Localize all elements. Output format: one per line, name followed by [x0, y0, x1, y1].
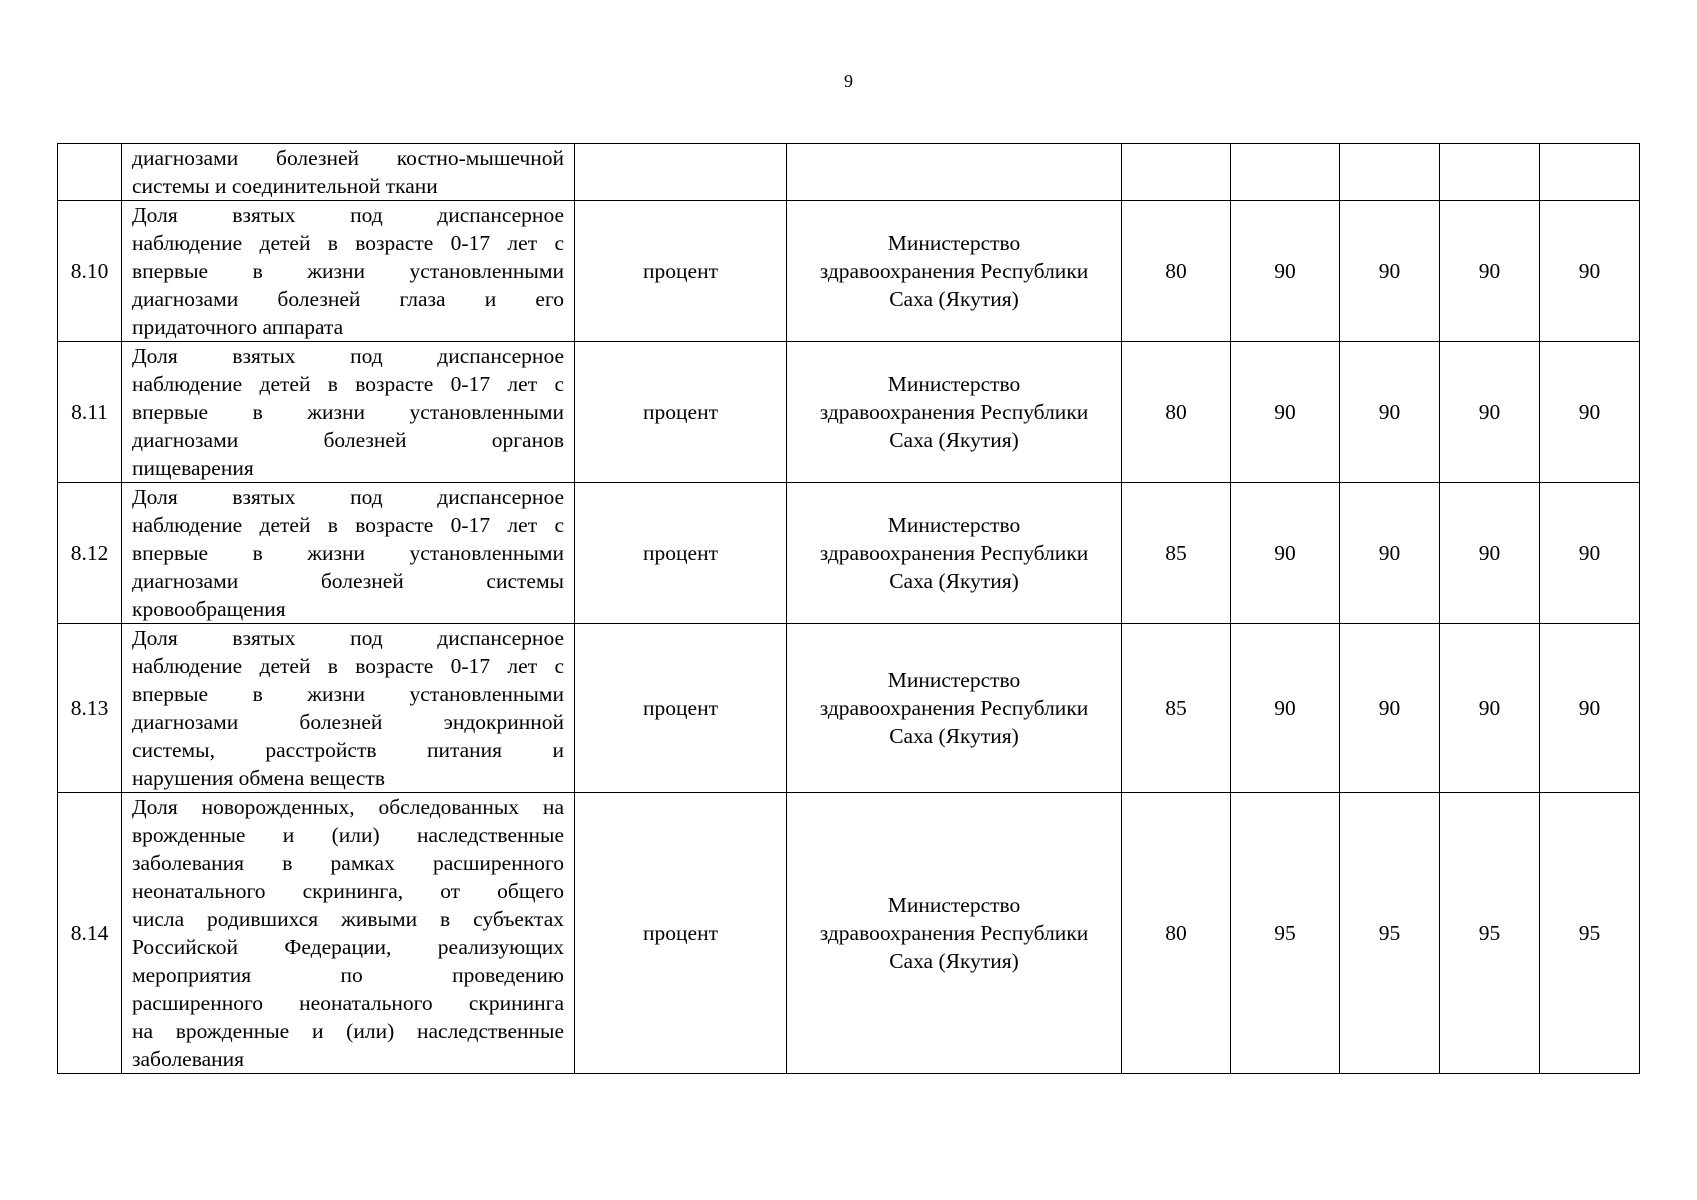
- value-cell: 90: [1340, 342, 1440, 483]
- description-line: числа родившихся живыми в субъектах: [132, 907, 564, 931]
- description-line: Доля взятых под диспансерное: [132, 344, 564, 368]
- responsible-organization-cell: [787, 793, 1122, 1074]
- row-number-cell: 8.13: [58, 624, 122, 793]
- value-cell: 85: [1122, 483, 1231, 624]
- value-cell: 90: [1540, 342, 1640, 483]
- value-cell: 90: [1231, 483, 1340, 624]
- description-line: наблюдение детей в возрасте 0-17 лет с: [132, 231, 564, 255]
- value-cell: [1440, 144, 1540, 201]
- organization-line: Министерство: [887, 231, 1021, 255]
- description-line: врожденные и (или) наследственные: [132, 823, 564, 847]
- responsible-organization-cell: [787, 624, 1122, 793]
- value-cell: 90: [1231, 342, 1340, 483]
- value-cell: 80: [1122, 201, 1231, 342]
- unit-cell: процент: [575, 483, 787, 624]
- value-cell: 80: [1122, 342, 1231, 483]
- organization-line: здравоохранения Республики: [819, 921, 1089, 945]
- value-cell: 95: [1231, 793, 1340, 1074]
- description-line: впервые в жизни установленными: [132, 541, 564, 565]
- table-body: [58, 144, 1640, 1074]
- description-line: заболевания в рамках расширенного: [132, 851, 564, 875]
- description-line: диагнозами болезней органов: [132, 428, 564, 452]
- value-cell: 90: [1340, 483, 1440, 624]
- description-line: кровообращения: [132, 597, 286, 621]
- organization-line: Министерство: [887, 513, 1021, 537]
- table-row: [58, 201, 1640, 342]
- unit-cell: процент: [575, 342, 787, 483]
- row-number-cell: 8.11: [58, 342, 122, 483]
- value-cell: 90: [1540, 624, 1640, 793]
- unit-cell: процент: [575, 624, 787, 793]
- description-line: диагнозами болезней эндокринной: [132, 710, 564, 734]
- organization-line: здравоохранения Республики: [819, 696, 1089, 720]
- responsible-organization-cell: [787, 201, 1122, 342]
- value-cell: 90: [1440, 624, 1540, 793]
- organization-line: Саха (Якутия): [889, 428, 1019, 452]
- table-row: [58, 624, 1640, 793]
- description-line: впервые в жизни установленными: [132, 400, 564, 424]
- description-line: диагнозами болезней костно-мышечной: [132, 146, 564, 170]
- value-cell: 90: [1440, 483, 1540, 624]
- value-cell: [1231, 144, 1340, 201]
- row-number-cell: 8.14: [58, 793, 122, 1074]
- organization-line: Саха (Якутия): [889, 287, 1019, 311]
- description-line: впервые в жизни установленными: [132, 259, 564, 283]
- description-line: расширенного неонатального скрининга: [132, 991, 564, 1015]
- indicator-description-cell: [122, 483, 575, 624]
- row-number-cell: 8.12: [58, 483, 122, 624]
- organization-line: Саха (Якутия): [889, 569, 1019, 593]
- description-line: системы и соединительной ткани: [132, 174, 438, 198]
- value-cell: 90: [1540, 201, 1640, 342]
- indicator-description-cell: [122, 144, 575, 201]
- row-number-cell: [58, 144, 122, 201]
- value-cell: 90: [1440, 201, 1540, 342]
- indicators-table: [57, 143, 1640, 1074]
- unit-cell: [575, 144, 787, 201]
- description-line: наблюдение детей в возрасте 0-17 лет с: [132, 372, 564, 396]
- description-line: диагнозами болезней глаза и его: [132, 287, 564, 311]
- row-number-cell: 8.10: [58, 201, 122, 342]
- indicator-description-cell: [122, 342, 575, 483]
- description-line: впервые в жизни установленными: [132, 682, 564, 706]
- description-line: наблюдение детей в возрасте 0-17 лет с: [132, 513, 564, 537]
- responsible-organization-cell: [787, 144, 1122, 201]
- indicator-description-cell: [122, 201, 575, 342]
- description-line: неонатального скрининга, от общего: [132, 879, 564, 903]
- description-line: нарушения обмена веществ: [132, 766, 385, 790]
- description-line: наблюдение детей в возрасте 0-17 лет с: [132, 654, 564, 678]
- organization-line: здравоохранения Республики: [819, 259, 1089, 283]
- page-number: 9: [844, 71, 853, 91]
- responsible-organization-cell: [787, 342, 1122, 483]
- organization-line: здравоохранения Республики: [819, 541, 1089, 565]
- unit-cell: процент: [575, 201, 787, 342]
- description-line: придаточного аппарата: [132, 315, 344, 339]
- description-line: пищеварения: [132, 456, 254, 480]
- unit-cell: процент: [575, 793, 787, 1074]
- value-cell: 95: [1540, 793, 1640, 1074]
- value-cell: 95: [1340, 793, 1440, 1074]
- value-cell: 90: [1440, 342, 1540, 483]
- value-cell: 85: [1122, 624, 1231, 793]
- value-cell: 90: [1540, 483, 1640, 624]
- value-cell: [1540, 144, 1640, 201]
- description-line: Доля новорожденных, обследованных на: [132, 795, 564, 819]
- table-row: [58, 793, 1640, 1074]
- value-cell: 90: [1340, 201, 1440, 342]
- organization-line: Министерство: [887, 372, 1021, 396]
- organization-line: Саха (Якутия): [889, 724, 1019, 748]
- description-line: диагнозами болезней системы: [132, 569, 564, 593]
- description-line: заболевания: [132, 1047, 245, 1071]
- value-cell: 90: [1340, 624, 1440, 793]
- description-line: Российской Федерации, реализующих: [132, 935, 564, 959]
- value-cell: 80: [1122, 793, 1231, 1074]
- value-cell: [1340, 144, 1440, 201]
- organization-line: Министерство: [887, 893, 1021, 917]
- indicator-description-cell: [122, 793, 575, 1074]
- organization-line: Министерство: [887, 668, 1021, 692]
- description-line: Доля взятых под диспансерное: [132, 485, 564, 509]
- value-cell: [1122, 144, 1231, 201]
- description-line: Доля взятых под диспансерное: [132, 203, 564, 227]
- value-cell: 95: [1440, 793, 1540, 1074]
- organization-line: Саха (Якутия): [889, 949, 1019, 973]
- value-cell: 90: [1231, 624, 1340, 793]
- table-row: [58, 342, 1640, 483]
- description-line: Доля взятых под диспансерное: [132, 626, 564, 650]
- description-line: мероприятия по проведению: [132, 963, 564, 987]
- indicator-description-cell: [122, 624, 575, 793]
- table-row: [58, 483, 1640, 624]
- description-line: системы, расстройств питания и: [132, 738, 564, 762]
- organization-line: здравоохранения Республики: [819, 400, 1089, 424]
- value-cell: 90: [1231, 201, 1340, 342]
- responsible-organization-cell: [787, 483, 1122, 624]
- table-row: [58, 144, 1640, 201]
- description-line: на врожденные и (или) наследственные: [132, 1019, 564, 1043]
